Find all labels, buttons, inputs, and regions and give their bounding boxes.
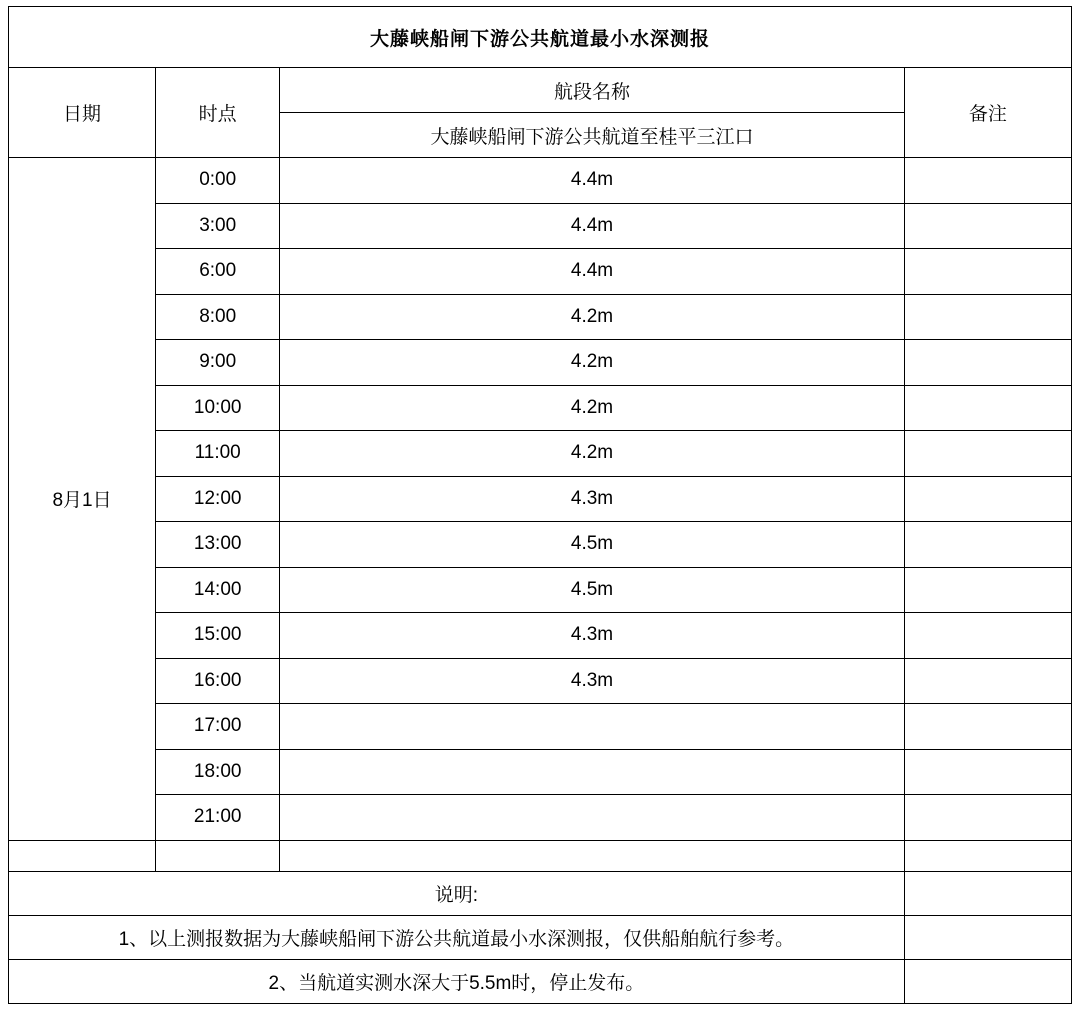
time-value: 10:00 [156,385,280,431]
note-item-1: 1、以上测报数据为大藤峡船闸下游公共航道最小水深测报，仅供船舶航行参考。 [9,915,905,959]
header-time: 时点 [156,68,280,158]
time-value: 0:00 [156,158,280,204]
remark-value [904,203,1071,249]
depth-value [280,704,905,750]
remark-value [904,658,1071,704]
remark-value [904,340,1071,386]
time-value: 6:00 [156,249,280,295]
note-1-remark-cell [904,915,1071,959]
time-value: 3:00 [156,203,280,249]
time-value: 11:00 [156,431,280,477]
note-row [9,959,1072,1003]
depth-value: 4.2m [280,385,905,431]
table-row [9,385,1072,431]
water-depth-report-table [8,6,1072,1004]
header-date: 日期 [9,68,156,158]
depth-value: 4.3m [280,613,905,659]
table-row [9,158,1072,204]
time-value: 9:00 [156,340,280,386]
table-row [9,613,1072,659]
time-value: 15:00 [156,613,280,659]
header-row-1 [9,68,1072,113]
remark-value [904,795,1071,841]
spacer-cell-main [280,840,905,871]
depth-value: 4.4m [280,249,905,295]
depth-value: 4.2m [280,431,905,477]
remark-value [904,431,1071,477]
table-row [9,340,1072,386]
depth-value [280,795,905,841]
table-row [9,249,1072,295]
notes-label: 说明: [9,871,905,915]
depth-value: 4.2m [280,340,905,386]
header-section-name: 大藤峡船闸下游公共航道至桂平三江口 [280,113,905,158]
time-value: 12:00 [156,476,280,522]
depth-value: 4.4m [280,203,905,249]
table-row [9,567,1072,613]
time-value: 16:00 [156,658,280,704]
table-row [9,795,1072,841]
table-row [9,476,1072,522]
table-row [9,658,1072,704]
time-value: 14:00 [156,567,280,613]
remark-value [904,158,1071,204]
remark-value [904,476,1071,522]
remark-value [904,613,1071,659]
spacer-cell-remark [904,840,1071,871]
depth-value: 4.5m [280,522,905,568]
remark-value [904,294,1071,340]
spacer-cell-date [9,840,156,871]
header-remark: 备注 [904,68,1071,158]
title-row [9,7,1072,68]
table-row [9,203,1072,249]
time-value: 13:00 [156,522,280,568]
note-row [9,915,1072,959]
spacer-cell-time [156,840,280,871]
remark-value [904,567,1071,613]
notes-label-row [9,871,1072,915]
time-value: 17:00 [156,704,280,750]
remark-value [904,522,1071,568]
table-row [9,522,1072,568]
depth-value: 4.3m [280,658,905,704]
spacer-row [9,840,1072,871]
date-value: 8月1日 [9,158,156,841]
notes-label-remark-cell [904,871,1071,915]
time-value: 21:00 [156,795,280,841]
time-value: 18:00 [156,749,280,795]
depth-value: 4.3m [280,476,905,522]
table-row [9,431,1072,477]
remark-value [904,704,1071,750]
table-row [9,704,1072,750]
depth-value [280,749,905,795]
remark-value [904,749,1071,795]
depth-value: 4.4m [280,158,905,204]
document-page [0,6,1080,1029]
depth-value: 4.2m [280,294,905,340]
depth-value: 4.5m [280,567,905,613]
table-row [9,294,1072,340]
time-value: 8:00 [156,294,280,340]
header-section-group: 航段名称 [280,68,905,113]
remark-value [904,249,1071,295]
remark-value [904,385,1071,431]
table-row [9,749,1072,795]
note-2-remark-cell [904,959,1071,1003]
page-title: 大藤峡船闸下游公共航道最小水深测报 [9,7,1072,68]
note-item-2: 2、当航道实测水深大于5.5m时，停止发布。 [9,959,905,1003]
